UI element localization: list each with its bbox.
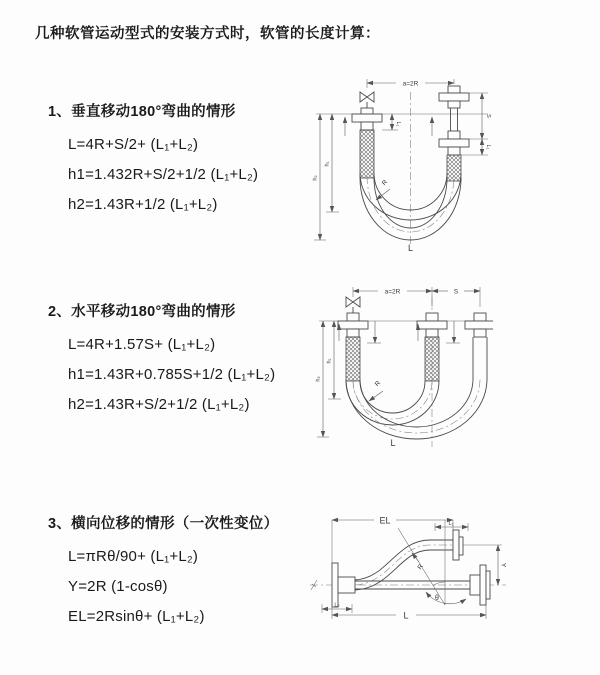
formula-h2: h2=1.43R+S/2+1/2 (L₁+L₂) bbox=[68, 396, 250, 413]
dim-label-h1: h₁ bbox=[326, 358, 333, 364]
dim-label-l1-right: L₁ bbox=[485, 144, 491, 150]
braided-hose-left bbox=[346, 337, 360, 381]
hose-u-bends bbox=[346, 379, 487, 439]
dim-label-el: EL bbox=[379, 515, 391, 526]
dim-heights bbox=[313, 114, 340, 240]
dim-fitting-left bbox=[382, 114, 401, 130]
formula-length: L=πRθ/90+ (L₁+L₂) bbox=[68, 548, 199, 565]
dim-label-h1: h₁ bbox=[324, 161, 331, 167]
dim-label-theta: θ bbox=[435, 595, 439, 602]
dim-fitting-top bbox=[435, 521, 468, 531]
upper-right-flange bbox=[453, 530, 463, 560]
formula-el: EL=2Rsinθ+ (L₁+L₂) bbox=[68, 608, 205, 625]
dim-label-a2r: a=2R bbox=[384, 288, 401, 296]
section-horizontal-movement bbox=[48, 302, 275, 422]
braided-hose-middle bbox=[425, 337, 439, 381]
dim-label-l: L bbox=[403, 610, 409, 621]
right-flange-displaced bbox=[465, 313, 493, 379]
dim-label-l: L bbox=[407, 243, 414, 253]
valve-icon bbox=[346, 297, 360, 313]
dim-label-l2: L₂ bbox=[334, 602, 340, 609]
dim-label-l: L bbox=[390, 438, 396, 448]
dim-label-h2: h₂ bbox=[312, 175, 319, 181]
dim-label-a2r: a=2R bbox=[402, 80, 419, 88]
left-flange bbox=[352, 108, 382, 178]
right-flange-positions bbox=[432, 86, 469, 181]
dim-fitting-left bbox=[322, 603, 352, 614]
dim-total-length bbox=[332, 602, 486, 621]
diagram-horizontal-180-bend bbox=[315, 281, 493, 453]
dim-effective-length bbox=[332, 516, 453, 564]
dim-label-h2: h₂ bbox=[315, 376, 322, 382]
dim-label-r: R bbox=[380, 178, 390, 188]
page-title: 几种软管运动型式的安装方式时，软管的长度计算： bbox=[35, 26, 380, 42]
radius-callout bbox=[369, 380, 383, 401]
dim-label-y: Y bbox=[499, 562, 507, 568]
section-vertical-movement bbox=[48, 102, 258, 222]
dim-label-l1-left: L₁ bbox=[395, 121, 401, 127]
hose-s-curve bbox=[355, 540, 453, 590]
dim-label-l1: L₁ bbox=[448, 521, 454, 527]
dim-label-r: R bbox=[416, 563, 425, 572]
dim-heights bbox=[316, 321, 342, 437]
section-lateral-displacement bbox=[48, 514, 278, 634]
valve-icon bbox=[360, 92, 374, 108]
formula-h2: h2=1.43R+1/2 (L₁+L₂) bbox=[68, 196, 218, 213]
formula-length: L=4R+S/2+ (L₁+L₂) bbox=[68, 136, 199, 153]
formula-length: L=4R+1.57S+ (L₁+L₂) bbox=[68, 336, 216, 353]
section-2-heading: 2、水平移动180°弯曲的情形 bbox=[48, 304, 236, 320]
diagram-vertical-180-bend bbox=[312, 74, 494, 258]
formula-h1: h1=1.432R+S/2+1/2 (L₁+L₂) bbox=[68, 166, 259, 183]
dim-top-width bbox=[353, 287, 480, 307]
formula-y: Y=2R (1-cosθ) bbox=[68, 578, 168, 595]
braided-hose-left bbox=[360, 130, 374, 178]
left-flange bbox=[338, 313, 368, 381]
section-1-heading: 1、垂直移动180°弯曲的情形 bbox=[48, 104, 236, 120]
left-flange bbox=[332, 563, 355, 607]
diagram-lateral-displacement bbox=[308, 512, 512, 630]
dim-top-width bbox=[367, 79, 454, 88]
formula-h1: h1=1.43R+0.785S+1/2 (L₁+L₂) bbox=[68, 366, 276, 383]
middle-flange bbox=[417, 313, 447, 381]
dim-label-s: S bbox=[485, 114, 491, 118]
section-3-heading: 3、横向位移的情形（一次性变位） bbox=[48, 516, 279, 532]
dim-label-s: S bbox=[453, 288, 459, 296]
dim-label-r: R bbox=[373, 379, 383, 389]
